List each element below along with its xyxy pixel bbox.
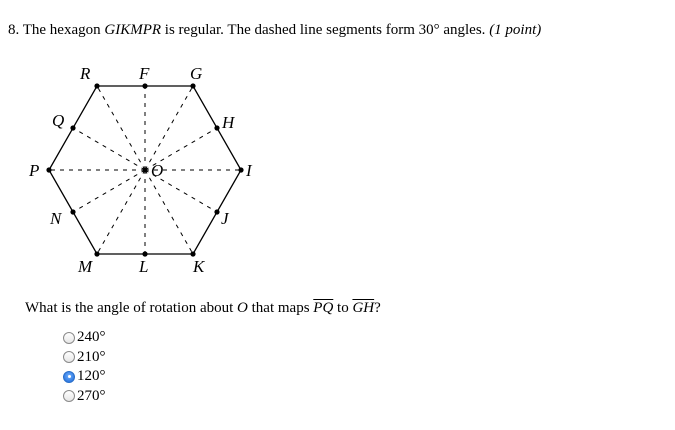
question-number: 8. [8,22,20,38]
choice-label: 270° [77,387,106,404]
label-m: M [78,257,93,276]
dashed-segment [145,86,193,170]
choice-270[interactable] [63,387,106,407]
label-h: H [222,113,235,132]
hexagon-name: GIKMPR [104,22,162,38]
point-k [190,251,195,256]
answer-choices [63,328,106,406]
point-f [142,83,147,88]
label-k: K [193,257,205,276]
choice-240[interactable] [63,328,106,348]
prompt-to: to [337,300,349,316]
dashed-segment [97,86,145,170]
choice-120[interactable] [63,367,106,387]
label-n: N [50,209,62,228]
points [46,83,243,256]
question-points: (1 point) [489,22,542,38]
choice-label: 240° [77,329,106,346]
label-j: J [221,209,229,228]
label-i: I [246,161,252,180]
label-o: O [151,161,164,180]
radio-button-selected[interactable] [63,371,75,383]
question-text: The hexagon [22,22,101,38]
point-p [46,167,51,172]
segment-pq: $\overline{PQ}$ [313,300,334,316]
point-r [94,83,99,88]
choice-label: 120° [77,368,106,385]
label-q: Q [52,111,65,130]
label-p: P [29,161,40,180]
point-n [70,209,75,214]
prompt-text-middle: that maps [251,300,310,316]
point-g [190,83,195,88]
choice-210[interactable] [63,348,106,368]
prompt-end: ? [374,300,381,316]
dashed-segment [97,170,145,254]
point-h [214,125,219,130]
dashed-segment [73,128,145,170]
dashed-segment [73,170,145,212]
segment-gh: $\overline{GH}$ [352,300,375,316]
dashed-segment [145,170,193,254]
point-m [94,251,99,256]
radio-button[interactable] [63,351,75,363]
point-q [70,125,75,130]
point-j [214,209,219,214]
choice-label: 210° [77,348,106,365]
prompt-center: O [237,300,248,316]
point-o [142,167,147,172]
radio-button[interactable] [63,390,75,402]
prompt-text-start: What is the angle of rotation about [25,300,234,316]
label-g: G [190,64,203,83]
label-l: L [139,257,149,276]
label-f: F [139,64,150,83]
hexagon-figure [0,0,300,285]
radio-button[interactable] [63,332,75,344]
label-r: R [80,64,91,83]
point-l [142,251,147,256]
point-i [238,167,243,172]
question-text-continued: is regular. The dashed line segments form 30° angles. [164,22,486,38]
prompt [25,298,381,318]
